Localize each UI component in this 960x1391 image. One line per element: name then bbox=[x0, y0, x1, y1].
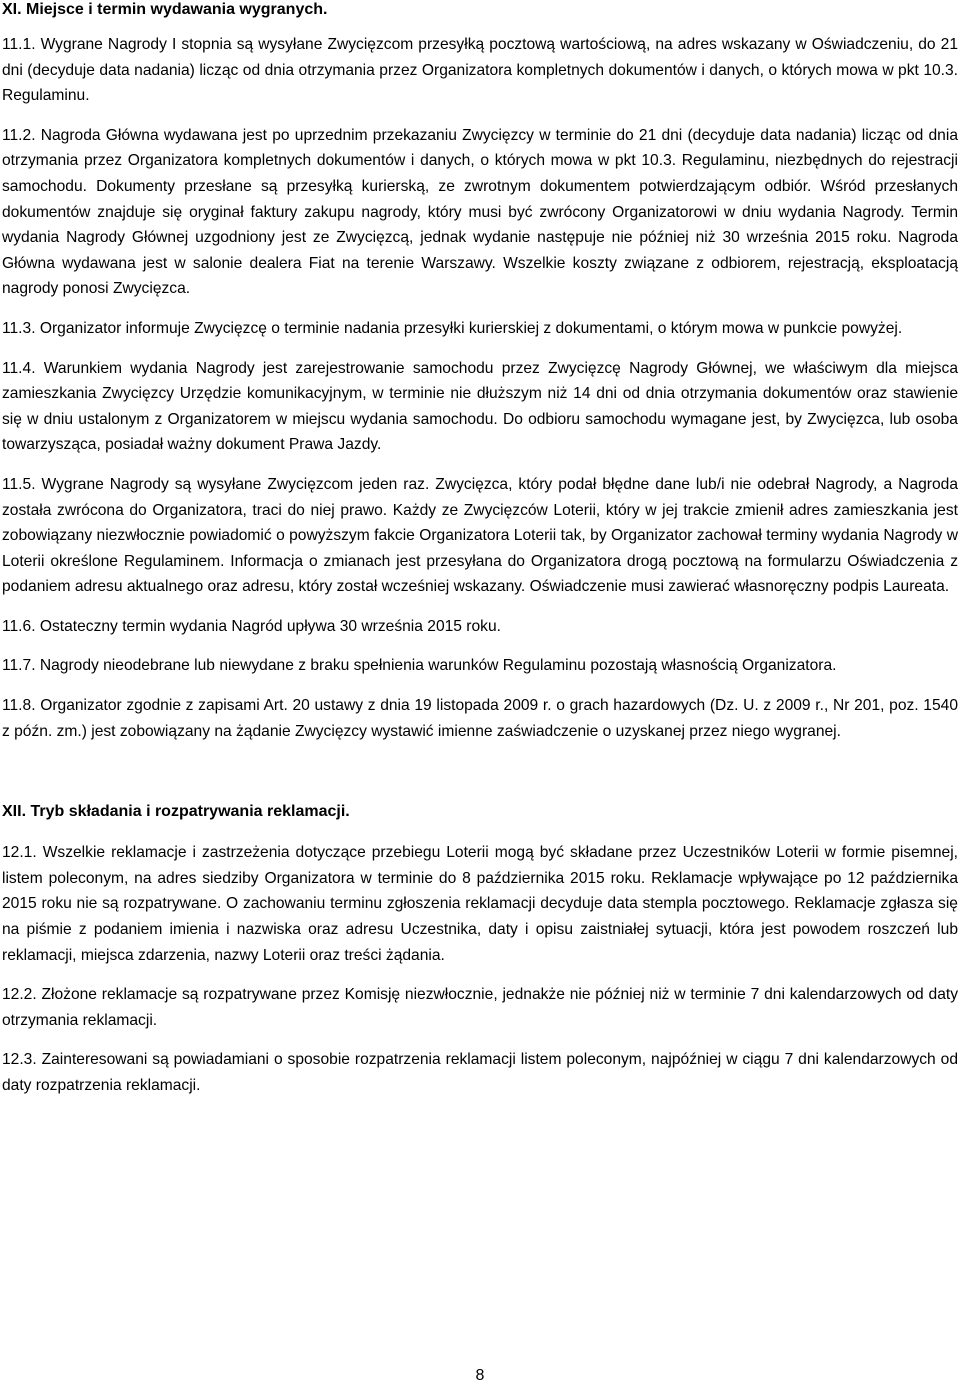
paragraph-11-7: 11.7. Nagrody nieodebrane lub niewydane z braku spełnienia warunków Regulaminu pozostają własnością Organizatora. bbox=[2, 657, 837, 675]
paragraph-12-1: 12.1. Wszelkie reklamacje i zastrzeżenia dotyczące przebiegu Loterii mogą być składane przez Uczestników Loterii w formie pisemnej, listem poleconym, na adres siedziby Organizatora w terminie do 8 października 2015 roku. Reklamacje wpływające po 12 października 2015 roku nie są rozpatrywane. O zachowaniu terminu zgłoszenia reklamacji decyduje data stempla pocztowego. Reklamacje zgłasza się na piśmie z podaniem imienia i nazwiska oraz adresu Uczestnika, daty i opisu zaistniałej sytuacji, która jest powodem roszczeń lub reklamacji, miejsca zdarzenia, nazwy Loterii oraz treści żądania. bbox=[2, 844, 958, 964]
section-11-heading: XI. Miejsce i termin wydawania wygranych. bbox=[2, 1, 328, 18]
paragraph-12-3: 12.3. Zainteresowani są powiadamiani o sposobie rozpatrzenia reklamacji listem poleconym, najpóźniej w ciągu 7 dni kalendarzowych od daty rozpatrzenia reklamacji. bbox=[2, 1051, 958, 1094]
paragraph-12-2: 12.2. Złożone reklamacje są rozpatrywane przez Komisję niezwłocznie, jednakże nie później niż w terminie 7 dni kalendarzowych od daty otrzymania reklamacji. bbox=[2, 986, 958, 1029]
paragraph-11-2: 11.2. Nagroda Główna wydawana jest po uprzednim przekazaniu Zwycięzcy w terminie do 21 dni (decyduje data nadania) licząc od dnia otrzymania przez Organizatora kompletnych dokumentów i danych, o których mowa w pkt 10.3. Regulaminu, niezbędnych do rejestracji samochodu. Dokumenty przesłane są przesyłką kurierską, ze zwrotnym dokumentem potwierdzającym odbiór. Wśród przesłanych dokumentów znajduje się oryginał faktury zakupu nagrody, który musi być zwrócony Organizatorowi w dniu wydania Nagrody. Termin wydania Nagrody Głównej uzgodniony jest ze Zwycięzcą, jednak wydanie następuje nie później niż 30 września 2015 roku. Nagroda Główna wydawana jest w salonie dealera Fiat na terenie Warszawy. Wszelkie koszty związane z odbiorem, rejestracją, eksploatacją nagrody ponosi Zwycięzca. bbox=[2, 126, 958, 298]
document-page bbox=[2, 0, 958, 1099]
paragraph-11-5: 11.5. Wygrane Nagrody są wysyłane Zwycięzcom jeden raz. Zwycięzca, który podał błędne dane lub/i nie odebrał Nagrody, a Nagroda została zwrócona do Organizatora, traci do niej prawo. Każdy ze Zwycięzców Loterii, który w jej trakcie zmienił adres zamieszkania jest zobowiązany niezwłocznie powiadomić o powyższym fakcie Organizatora Loterii tak, by Organizator zachował terminy wydania Nagrody w Loterii określone Regulaminem. Informacja o zmianach jest przesyłana do Organizatora drogą pocztową na formularzu Oświadczenia z podaniem adresu aktualnego oraz adresu, który został wcześniej wskazany. Oświadczenie musi zawierać własnoręczny podpis Laureata. bbox=[2, 475, 958, 596]
paragraph-11-1: 11.1. Wygrane Nagrody I stopnia są wysyłane Zwycięzcom przesyłką pocztową wartościową, na adres wskazany w Oświadczeniu, do 21 dni (decyduje data nadania) licząc od dnia otrzymania przez Organizatora kompletnych dokumentów i danych, o których mowa w pkt 10.3. Regulaminu. bbox=[2, 36, 958, 105]
page-number: 8 bbox=[475, 1367, 485, 1384]
paragraph-11-6: 11.6. Ostateczny termin wydania Nagród upływa 30 września 2015 roku. bbox=[2, 617, 501, 635]
paragraph-11-3: 11.3. Organizator informuje Zwycięzcę o terminie nadania przesyłki kurierskiej z dokumentami, o którym mowa w punkcie powyżej. bbox=[2, 319, 903, 337]
paragraph-11-4: 11.4. Warunkiem wydania Nagrody jest zarejestrowanie samochodu przez Zwycięzcę Nagrody Głównej, we właściwym dla miejsca zamieszkania Zwycięzcy Urzędzie komunikacyjnym, w terminie nie dłuższym niż 14 dni od dnia otrzymania dokumentów oraz stawienie się w dniu ustalonym z Organizatorem w miejscu wydania samochodu. Do odbioru samochodu wymagane jest, by Zwycięzca, lub osoba towarzysząca, posiadał ważny dokument Prawa Jazdy. bbox=[2, 359, 958, 454]
paragraph-11-8: 11.8. Organizator zgodnie z zapisami Art. 20 ustawy z dnia 19 listopada 2009 r. o grach hazardowych (Dz. U. z 2009 r., Nr 201, poz. 1540 z późn. zm.) jest zobowiązany na żądanie Zwycięzcy wystawić imienne zaświadczenie o uzyskanej przez niego wygranej. bbox=[2, 697, 958, 740]
section-12-heading: XII. Tryb składania i rozpatrywania reklamacji. bbox=[2, 803, 350, 821]
